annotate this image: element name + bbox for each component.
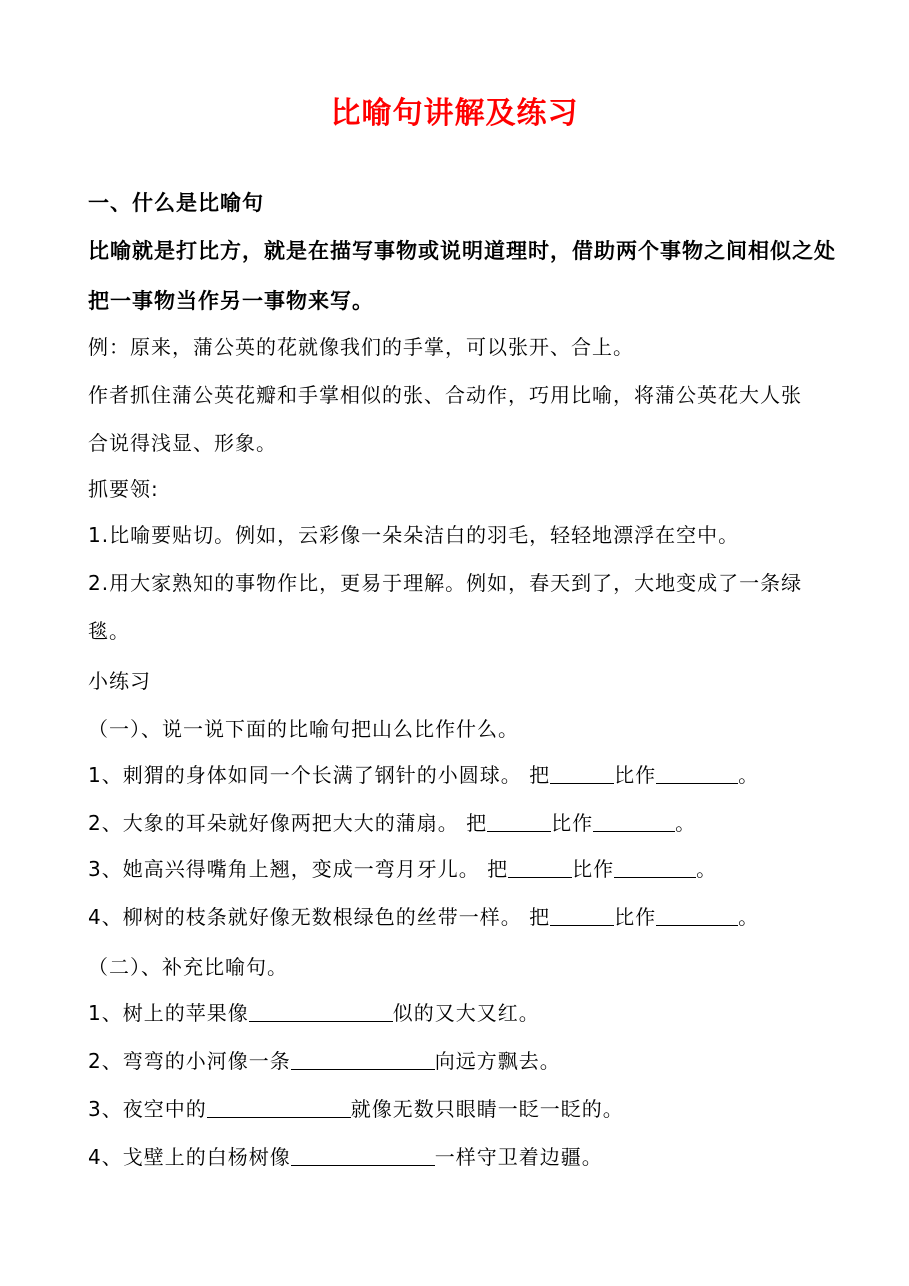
answer-blank[interactable] (291, 1049, 435, 1070)
key-point-2-line-1: 2.用大家熟知的事物作比，更易于理解。例如，春天到了，大地变成了一条绿 (88, 571, 803, 595)
item-text-after: 向远方飘去。 (434, 1049, 561, 1073)
document-title: 比喻句讲解及练习 (330, 96, 579, 131)
item-text: 1、刺猬的身体如同一个长满了钢针的小圆球。 (88, 763, 522, 787)
answer-blank[interactable] (291, 1145, 435, 1166)
part2-item-2 (88, 1046, 561, 1076)
part1-item-4 (88, 902, 759, 932)
ba-label: 把 (529, 763, 551, 787)
item-text-after: 就像无数只眼睛一眨一眨的。 (350, 1097, 624, 1121)
part1-item-2 (88, 808, 696, 838)
key-point-1: 1.比喻要贴切。例如，云彩像一朵朵洁白的羽毛，轻轻地漂浮在空中。 (88, 523, 740, 547)
item-text-before: 4、戈壁上的白杨树像 (88, 1145, 291, 1169)
item-text: 4、柳树的枝条就好像无数根绿色的丝带一样。 (88, 905, 522, 929)
part1-heading: （一）、说一说下面的比喻句把山么比作什么。 (88, 717, 519, 741)
answer-blank[interactable] (614, 857, 696, 878)
item-text: 3、她高兴得嘴角上翘，变成一弯月牙儿。 (88, 857, 480, 881)
period: 。 (738, 905, 760, 929)
period: 。 (696, 857, 718, 881)
answer-blank[interactable] (593, 811, 675, 832)
definition-line-1: 比喻就是打比方，就是在描写事物或说明道理时，借助两个事物之间相似之处 (88, 239, 836, 263)
answer-blank[interactable] (656, 905, 738, 926)
part2-item-1 (88, 998, 540, 1028)
item-text-after: 似的又大又红。 (392, 1001, 540, 1025)
answer-blank[interactable] (207, 1097, 351, 1118)
item-text-before: 2、弯弯的小河像一条 (88, 1049, 291, 1073)
item-text-before: 1、树上的苹果像 (88, 1001, 249, 1025)
answer-blank[interactable] (508, 857, 572, 878)
definition-line-2: 把一事物当作另一事物来写。 (88, 289, 374, 313)
ba-label: 把 (487, 857, 509, 881)
part2-item-3 (88, 1094, 624, 1124)
part2-item-4 (88, 1142, 603, 1172)
period: 。 (675, 811, 697, 835)
answer-blank[interactable] (550, 763, 614, 784)
bizuo-label: 比作 (614, 763, 657, 787)
item-text-before: 3、夜空中的 (88, 1097, 207, 1121)
section-heading: 一、什么是比喻句 (88, 191, 264, 215)
ba-label: 把 (466, 811, 488, 835)
answer-blank[interactable] (656, 763, 738, 784)
period: 。 (738, 763, 760, 787)
practice-label: 小练习 (88, 669, 151, 693)
bizuo-label: 比作 (551, 811, 594, 835)
key-points-label: 抓要领: (88, 477, 159, 501)
part1-item-3 (88, 854, 717, 884)
explanation-line-2: 合说得浅显、形象。 (88, 431, 277, 455)
bizuo-label: 比作 (614, 905, 657, 929)
answer-blank[interactable] (487, 811, 551, 832)
answer-blank[interactable] (249, 1001, 393, 1022)
example-sentence: 例：原来，蒲公英的花就像我们的手掌，可以张开、合上。 (88, 335, 634, 359)
ba-label: 把 (529, 905, 551, 929)
part1-item-1 (88, 760, 759, 790)
item-text: 2、大象的耳朵就好像两把大大的蒲扇。 (88, 811, 459, 835)
item-text-after: 一样守卫着边疆。 (434, 1145, 603, 1169)
answer-blank[interactable] (550, 905, 614, 926)
bizuo-label: 比作 (572, 857, 615, 881)
part2-heading: （二）、补充比喻句。 (88, 955, 288, 979)
explanation-line-1: 作者抓住蒲公英花瓣和手掌相似的张、合动作，巧用比喻，将蒲公英花大人张 (88, 383, 802, 407)
key-point-2-line-2: 毯。 (88, 619, 130, 643)
